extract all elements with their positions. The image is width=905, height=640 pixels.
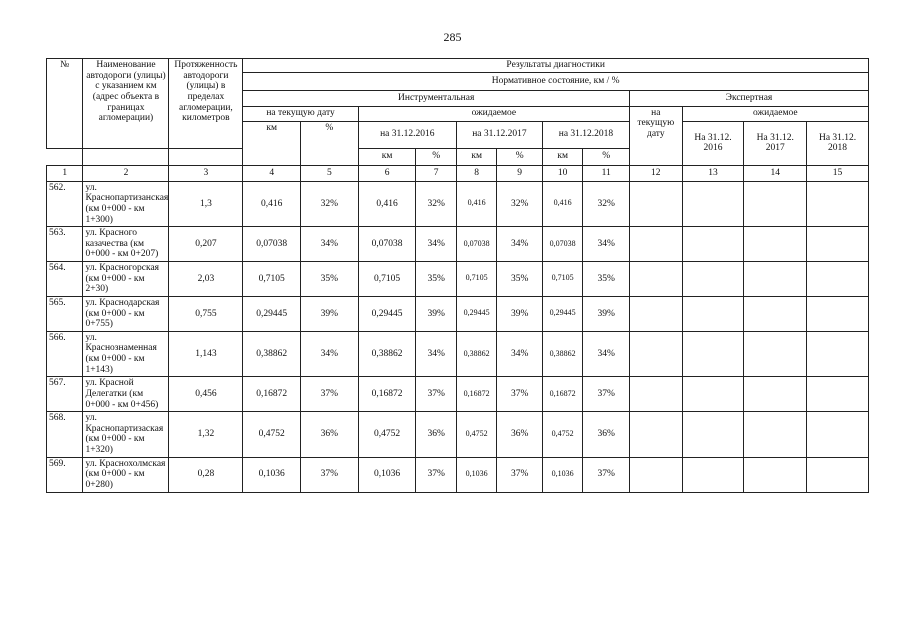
km-2018: 0,7105 <box>542 262 582 297</box>
table-row <box>47 262 869 297</box>
header-results: Результаты диагностики <box>243 59 869 73</box>
header-instrumental: Инструментальная <box>243 90 630 106</box>
km-2016: 0,4752 <box>358 412 416 458</box>
header-current-date-expert: на текущую дату <box>629 106 682 165</box>
header-pct-2016: % <box>416 148 456 165</box>
header-blank <box>83 148 169 165</box>
pct-2018: 37% <box>583 457 630 492</box>
road-name: ул. Краснохолмская (км 0+000 - км 0+280) <box>83 457 169 492</box>
expert-current <box>629 227 682 262</box>
pct-2018: 35% <box>583 262 630 297</box>
expert-2017 <box>744 377 807 412</box>
pct-2017: 39% <box>497 296 543 331</box>
pct-2018: 34% <box>583 227 630 262</box>
pct-2018: 39% <box>583 296 630 331</box>
pct-2017: 37% <box>497 377 543 412</box>
km-2016: 0,1036 <box>358 457 416 492</box>
km-2018: 0,16872 <box>542 377 582 412</box>
header-km-now: км <box>243 121 301 165</box>
road-length: 0,207 <box>169 227 243 262</box>
column-number: 6 <box>358 165 416 181</box>
road-name: ул. Красногорская (км 0+000 - км 2+30) <box>83 262 169 297</box>
column-number: 13 <box>682 165 744 181</box>
row-number: 567. <box>47 377 83 412</box>
table-row <box>47 181 869 227</box>
pct-now: 37% <box>301 377 359 412</box>
header-blank <box>169 148 243 165</box>
header-expert: Экспертная <box>629 90 868 106</box>
header-km-2018: км <box>542 148 582 165</box>
pct-2018: 36% <box>583 412 630 458</box>
expert-2016 <box>682 296 744 331</box>
pct-2016: 32% <box>416 181 456 227</box>
road-length: 0,28 <box>169 457 243 492</box>
pct-2017: 37% <box>497 457 543 492</box>
km-2017: 0,38862 <box>456 331 496 377</box>
header-date-2018: на 31.12.2018 <box>542 121 629 148</box>
column-number: 12 <box>629 165 682 181</box>
expert-2018 <box>807 262 869 297</box>
table-body <box>47 181 869 492</box>
expert-2016 <box>682 377 744 412</box>
expert-2016 <box>682 412 744 458</box>
km-now: 0,7105 <box>243 262 301 297</box>
km-2016: 0,38862 <box>358 331 416 377</box>
pct-now: 34% <box>301 227 359 262</box>
expert-2016 <box>682 262 744 297</box>
table-row <box>47 331 869 377</box>
pct-2018: 37% <box>583 377 630 412</box>
header-expert-2017: На 31.12. 2017 <box>744 121 807 165</box>
pct-2016: 37% <box>416 377 456 412</box>
pct-2018: 32% <box>583 181 630 227</box>
expert-2016 <box>682 227 744 262</box>
pct-2017: 35% <box>497 262 543 297</box>
row-number: 565. <box>47 296 83 331</box>
road-length: 1,32 <box>169 412 243 458</box>
km-2018: 0,38862 <box>542 331 582 377</box>
pct-now: 37% <box>301 457 359 492</box>
column-number: 5 <box>301 165 359 181</box>
pct-2018: 34% <box>583 331 630 377</box>
expert-2017 <box>744 296 807 331</box>
table-row <box>47 296 869 331</box>
expert-2018 <box>807 331 869 377</box>
km-2017: 0,1036 <box>456 457 496 492</box>
pct-now: 35% <box>301 262 359 297</box>
km-2017: 0,416 <box>456 181 496 227</box>
table-header <box>47 59 869 182</box>
row-number: 564. <box>47 262 83 297</box>
km-2017: 0,16872 <box>456 377 496 412</box>
km-now: 0,1036 <box>243 457 301 492</box>
road-length: 1,143 <box>169 331 243 377</box>
pct-now: 39% <box>301 296 359 331</box>
expert-2016 <box>682 331 744 377</box>
road-length: 0,755 <box>169 296 243 331</box>
column-numbers-row <box>47 165 869 181</box>
road-name: ул. Краснознаменная (км 0+000 - км 1+143) <box>83 331 169 377</box>
km-2017: 0,7105 <box>456 262 496 297</box>
header-km-2017: км <box>456 148 496 165</box>
column-number: 1 <box>47 165 83 181</box>
pct-2017: 32% <box>497 181 543 227</box>
km-2018: 0,4752 <box>542 412 582 458</box>
expert-current <box>629 457 682 492</box>
expert-2017 <box>744 457 807 492</box>
diagnostics-table <box>46 58 869 493</box>
road-length: 2,03 <box>169 262 243 297</box>
km-2018: 0,07038 <box>542 227 582 262</box>
table-row <box>47 457 869 492</box>
expert-2018 <box>807 181 869 227</box>
km-2017: 0,4752 <box>456 412 496 458</box>
row-number: 568. <box>47 412 83 458</box>
expert-2018 <box>807 227 869 262</box>
column-number: 3 <box>169 165 243 181</box>
km-2017: 0,29445 <box>456 296 496 331</box>
expert-current <box>629 331 682 377</box>
table-row <box>47 412 869 458</box>
header-road-name: Наименование автодороги (улицы) с указанием км (адрес объекта в границах агломерации) <box>83 59 169 149</box>
header-expected: ожидаемое <box>358 106 629 121</box>
km-2016: 0,16872 <box>358 377 416 412</box>
header-no: № <box>47 59 83 149</box>
header-expert-2016: На 31.12. 2016 <box>682 121 744 165</box>
header-blank <box>47 148 83 165</box>
header-pct-2018: % <box>583 148 630 165</box>
road-name: ул. Красной Делегатки (км 0+000 - км 0+456) <box>83 377 169 412</box>
expert-2018 <box>807 457 869 492</box>
pct-2016: 36% <box>416 412 456 458</box>
header-km-2016: км <box>358 148 416 165</box>
km-now: 0,416 <box>243 181 301 227</box>
road-name: ул. Краснодарская (км 0+000 - км 0+755) <box>83 296 169 331</box>
pct-now: 36% <box>301 412 359 458</box>
header-expert-2018: На 31.12. 2018 <box>807 121 869 165</box>
km-now: 0,16872 <box>243 377 301 412</box>
column-number: 2 <box>83 165 169 181</box>
header-expected-expert: ожидаемое <box>682 106 868 121</box>
header-normative: Нормативное состояние, км / % <box>243 72 869 90</box>
column-number: 14 <box>744 165 807 181</box>
pct-2016: 34% <box>416 331 456 377</box>
header-date-2016: на 31.12.2016 <box>358 121 456 148</box>
expert-current <box>629 181 682 227</box>
pct-2017: 34% <box>497 331 543 377</box>
km-now: 0,29445 <box>243 296 301 331</box>
km-2017: 0,07038 <box>456 227 496 262</box>
table-row <box>47 377 869 412</box>
pct-2017: 34% <box>497 227 543 262</box>
header-pct-2017: % <box>497 148 543 165</box>
expert-current <box>629 377 682 412</box>
header-length: Протяженность автодороги (улицы) в пределах агломерации, километров <box>169 59 243 149</box>
km-2018: 0,29445 <box>542 296 582 331</box>
pct-now: 34% <box>301 331 359 377</box>
km-2016: 0,29445 <box>358 296 416 331</box>
km-now: 0,07038 <box>243 227 301 262</box>
km-2016: 0,7105 <box>358 262 416 297</box>
expert-current <box>629 296 682 331</box>
row-number: 569. <box>47 457 83 492</box>
pct-2017: 36% <box>497 412 543 458</box>
row-number: 562. <box>47 181 83 227</box>
column-number: 10 <box>542 165 582 181</box>
expert-current <box>629 412 682 458</box>
pct-2016: 37% <box>416 457 456 492</box>
expert-current <box>629 262 682 297</box>
road-name: ул. Краснопартизанская (км 0+000 - км 1+300) <box>83 181 169 227</box>
expert-2018 <box>807 412 869 458</box>
expert-2017 <box>744 181 807 227</box>
table-row <box>47 227 869 262</box>
page-number: 285 <box>443 30 462 44</box>
column-number: 8 <box>456 165 496 181</box>
pct-2016: 35% <box>416 262 456 297</box>
km-2018: 0,416 <box>542 181 582 227</box>
expert-2017 <box>744 331 807 377</box>
expert-2018 <box>807 296 869 331</box>
road-name: ул. Красного казачества (км 0+000 - км 0+207) <box>83 227 169 262</box>
header-date-2017: на 31.12.2017 <box>456 121 542 148</box>
pct-2016: 39% <box>416 296 456 331</box>
pct-now: 32% <box>301 181 359 227</box>
pct-2016: 34% <box>416 227 456 262</box>
row-number: 563. <box>47 227 83 262</box>
row-number: 566. <box>47 331 83 377</box>
km-2016: 0,07038 <box>358 227 416 262</box>
header-pct-now: % <box>301 121 359 165</box>
column-number: 15 <box>807 165 869 181</box>
km-2016: 0,416 <box>358 181 416 227</box>
header-current-date: на текущую дату <box>243 106 358 121</box>
expert-2017 <box>744 227 807 262</box>
km-2018: 0,1036 <box>542 457 582 492</box>
expert-2017 <box>744 412 807 458</box>
expert-2016 <box>682 457 744 492</box>
expert-2016 <box>682 181 744 227</box>
column-number: 4 <box>243 165 301 181</box>
column-number: 7 <box>416 165 456 181</box>
column-number: 11 <box>583 165 630 181</box>
road-length: 1,3 <box>169 181 243 227</box>
road-length: 0,456 <box>169 377 243 412</box>
km-now: 0,4752 <box>243 412 301 458</box>
km-now: 0,38862 <box>243 331 301 377</box>
expert-2018 <box>807 377 869 412</box>
expert-2017 <box>744 262 807 297</box>
road-name: ул. Краснопартизаская (км 0+000 - км 1+320) <box>83 412 169 458</box>
column-number: 9 <box>497 165 543 181</box>
